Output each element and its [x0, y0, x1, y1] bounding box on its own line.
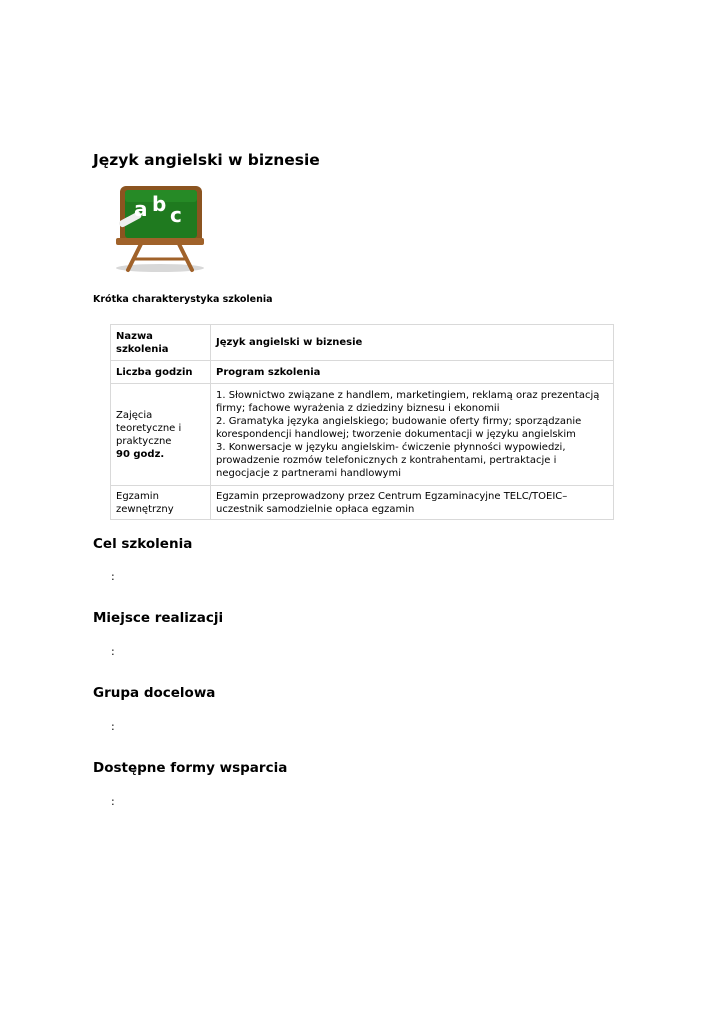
- classes-hours: 90 godz.: [116, 448, 165, 460]
- board-letter-c: c: [170, 203, 182, 227]
- section-value-support: :: [111, 795, 115, 808]
- section-value-goal: :: [111, 570, 115, 583]
- program-item: 3. Konwersacje w języku angielskim- ćwiczenie płynności wypowiedzi, prowadzenie rozmów telefonicznych z kontrahentami, pertraktacje i negocjacje z partnerami handlowymi: [216, 442, 566, 479]
- table-row: [111, 325, 614, 361]
- classes-label: Zajęcia teoretyczne i praktyczne: [116, 409, 182, 447]
- section-value-location: :: [111, 645, 115, 658]
- row-label-exam: Egzamin zewnętrzny: [111, 486, 211, 520]
- section-heading-target-group: Grupa docelowa: [93, 685, 216, 701]
- row-value-program-header: Program szkolenia: [211, 361, 614, 384]
- row-label-classes: [111, 384, 211, 486]
- section-heading-support: Dostępne formy wsparcia: [93, 760, 288, 776]
- document-subtitle: Krótka charakterystyka szkolenia: [93, 294, 273, 305]
- table-row: [111, 361, 614, 384]
- table-row: [111, 384, 614, 486]
- board-letter-a: a: [134, 197, 148, 221]
- program-item: 2. Gramatyka języka angielskiego; budowanie oferty firmy; sporządzanie korespondencji handlowej; tworzenie dokumentacji w języku angielskim: [216, 416, 582, 440]
- row-value-name: Język angielski w biznesie: [211, 325, 614, 361]
- section-heading-location: Miejsce realizacji: [93, 610, 224, 626]
- table-row: [111, 486, 614, 520]
- row-value-program: [211, 384, 614, 486]
- section-heading-goal: Cel szkolenia: [93, 536, 193, 552]
- row-value-exam: Egzamin przeprowadzony przez Centrum Egzaminacyjne TELC/TOEIC– uczestnik samodzielnie opłaca egzamin: [211, 486, 614, 520]
- chalkboard-abc-icon: [112, 184, 208, 276]
- section-value-target-group: :: [111, 720, 115, 733]
- board-letter-b: b: [152, 192, 167, 216]
- row-label-hours: Liczba godzin: [111, 361, 211, 384]
- document-title: Język angielski w biznesie: [93, 151, 320, 169]
- row-label-name: Nazwa szkolenia: [111, 325, 211, 361]
- program-item: 1. Słownictwo związane z handlem, marketingiem, reklamą oraz prezentacją firmy; fachowe wyrażenia z dziedziny biznesu i ekonomii: [216, 390, 600, 414]
- training-summary-table: [110, 324, 614, 520]
